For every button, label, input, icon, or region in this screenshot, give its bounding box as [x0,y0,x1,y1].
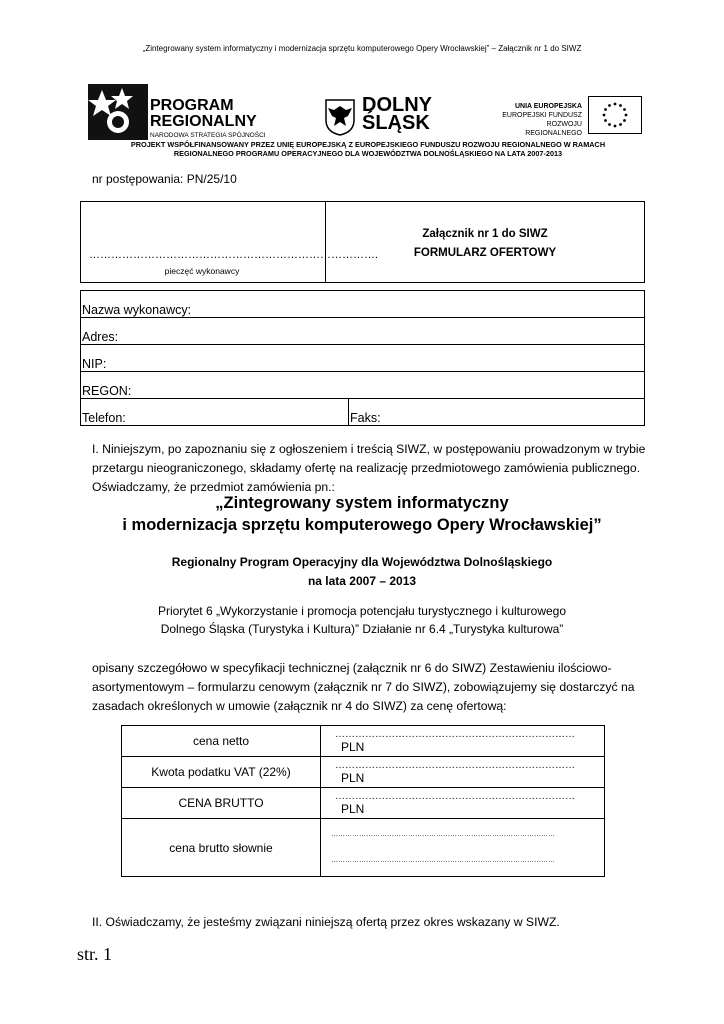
program-logo-subtitle: NARODOWA STRATEGIA SPÓJNOŚCI [150,132,266,139]
section-1-description: opisany szczegółowo w specyfikacji technicznej (załącznik nr 6 do SIWZ) Zestawieniu ilościowo- asortymentowym – formularzu cenowym (załącznik nr 7 do SIWZ), zobowiązujemy się dostarczyć na zasadach określonych w umowie (załącznik nr 4 do SIWZ) za cenę ofertową: [92,661,635,713]
eu-logo-text: UNIA EUROPEJSKA EUROPEJSKI FUNDUSZ ROZWOJU REGIONALNEGO [502,103,582,137]
contractor-nip-field[interactable]: NIP: [81,345,645,372]
price-label-vat: Kwota podatku VAT (22%) [122,757,321,788]
table-row [122,726,605,757]
table-row [122,757,605,788]
price-net-input[interactable]: ……………………………………………………………… PLN [321,726,605,757]
project-cofinancing-note: PROJEKT WSPÓŁFINANSOWANY PRZEZ UNIĘ EUROPEJSKĄ Z EUROPEJSKIEGO FUNDUSZU ROZWOJU REGIONALNEGO W RAMACH REGIONALNEGO PROGRAMU OPERACYJNEGO DLA WOJEWÓDZTWA DOLNOŚLĄSKIEGO NA LATA 2007-2013 [130,140,606,158]
contractor-fax-field[interactable]: Faks: [349,399,645,426]
form-title-cell [326,202,645,283]
price-label-words: cena brutto słownie [122,819,321,877]
price-label-brutto: CENA BRUTTO [122,788,321,819]
price-gross-input[interactable]: ……………………………………………………………… PLN [321,788,605,819]
section-2-statement: II. Oświadczamy, że jesteśmy związani niniejszą ofertą przez okres wskazany w SIWZ. [92,915,560,929]
eu-flag-icon [588,96,642,134]
price-table [121,725,605,877]
page-number: str. 1 [77,944,113,964]
stamp-caption: pieczęć wykonawcy [164,266,240,276]
running-header: „Zintegrowany system informatyczny i modernizacja sprzętu komputerowego Opery Wrocławskiej” – Załącznik nr 1 do SIWZ [142,44,582,53]
rpo-program: Regionalny Program Operacyjny dla Województwa Dolnośląskiego na lata 2007 – 2013 [171,555,553,588]
program-logo-text: PROGRAM REGIONALNY [150,97,257,130]
dolny-slask-eagle-icon [324,98,356,136]
stamp-dots: ……………………………………………………………………. [89,249,379,261]
stamp-title-box [80,201,645,283]
dolny-slask-logo-text: DOLNY ŚLĄSK [362,94,432,134]
contractor-address-field[interactable]: Adres: [81,318,645,345]
stamp-cell [81,202,379,283]
annex-label: Załącznik nr 1 do SIWZ [422,228,548,240]
logo-band [88,84,644,138]
proceeding-number: nr postępowania: PN/25/10 [92,172,237,186]
contractor-data-table [80,290,645,426]
table-row [122,788,605,819]
priority-measure: Priorytet 6 „Wykorzystanie i promocja potencjału turystycznego i kulturowego Dolnego Śląska (Turystyka i Kultura)” Działanie nr 6.4 „Turystyka kulturowa” [157,604,567,636]
contractor-phone-field[interactable]: Telefon: [81,399,349,426]
price-words-input[interactable]: …………………………………………………………………………………… …………………………………………………………………………………… [321,819,605,877]
table-row [122,819,605,877]
price-vat-input[interactable]: ……………………………………………………………… PLN [321,757,605,788]
price-label-netto: cena netto [122,726,321,757]
contractor-name-field[interactable]: Nazwa wykonawcy: [81,291,645,318]
program-regionalny-logo [88,84,148,140]
order-title: „Zintegrowany system informatyczny i modernizacja sprzętu komputerowego Opery Wrocławskiej” [122,494,602,534]
contractor-regon-field[interactable]: REGON: [81,372,645,399]
section-1-intro: I. Niniejszym, po zapoznaniu się z ogłoszeniem i treścią SIWZ, w postępowaniu prowadzonym w trybie przetargu nieograniczonego, składamy ofertę na realizację przedmiotowego zamówienia publicznego. Oświadczamy, że przedmiot zamówienia pn.: [92,442,646,494]
form-title: FORMULARZ OFERTOWY [413,247,557,259]
